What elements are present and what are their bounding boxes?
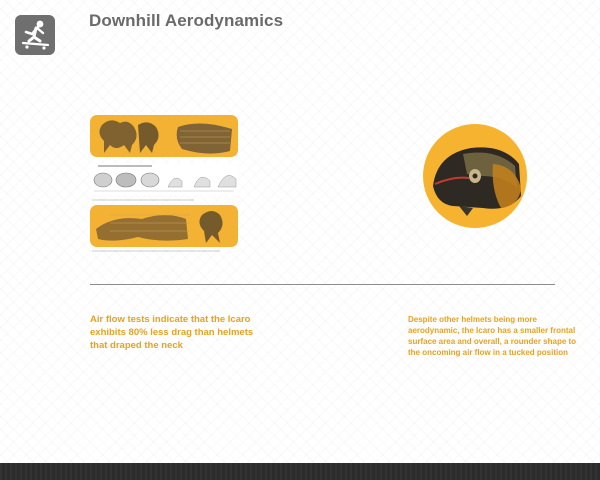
page-title: Downhill Aerodynamics bbox=[89, 11, 284, 30]
icaro-helmet-image bbox=[423, 124, 527, 228]
footer-band bbox=[0, 463, 600, 480]
airflow-caption: Air flow tests indicate that the Icaro exhibits 80% less drag than helmets that draped the neck bbox=[90, 314, 254, 351]
divider bbox=[90, 284, 555, 285]
skateboarder-icon bbox=[15, 15, 55, 55]
airflow-test-figure bbox=[90, 115, 238, 253]
shape-caption: Despite other helmets being more aerodynamic, the Icaro has a smaller frontal surface area and overall, a rounder shape to the oncoming air flow in a tucked position bbox=[408, 315, 577, 357]
